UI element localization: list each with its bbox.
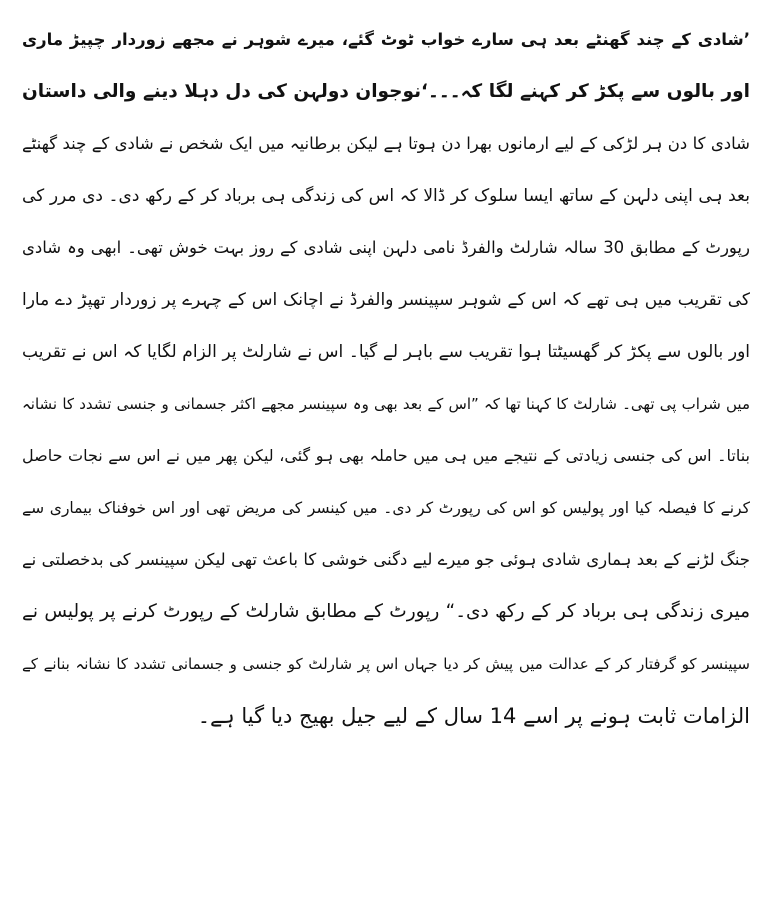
- article-body: [22, 118, 750, 742]
- body-line: میری زندگی ہی برباد کر کے رکھ دی۔“ رپورٹ کے مطابق شارلٹ کے رپورٹ کرنے پر پولیس نے: [22, 601, 750, 622]
- body-line: کرنے کا فیصلہ کیا اور پولیس کو اس کی رپورٹ کر دی۔ میں کینسر کی مریض تھی اور اس خوفناک بیماری سے: [22, 499, 750, 517]
- body-line: سپینسر کو گرفتار کر کے عدالت میں پیش کر دیا جہاں اس پر شارلٹ کو جنسی و جسمانی تشدد کا نشانہ بنانے کے: [22, 655, 750, 673]
- body-line: بناتا۔ اس کی جنسی زیادتی کے نتیجے میں ہی میں حاملہ بھی ہو گئی، لیکن پھر میں نے اس سے نجات حاصل: [22, 446, 750, 465]
- article: [22, 14, 750, 742]
- body-line: اور بالوں سے پکڑ کر گھسیٹتا ہوا تقریب سے باہر لے گیا۔ اس نے شارلٹ پر الزام لگایا کہ اس نے تقریب: [22, 342, 750, 362]
- body-line: رپورٹ کے مطابق 30 سالہ شارلٹ والفرڈ نامی دلہن اپنی شادی کے روز بہت خوش تھی۔ ابھی وہ شادی: [22, 238, 750, 257]
- body-line: الزامات ثابت ہونے پر اسے 14 سال کے لیے جیل بھیج دیا گیا ہے۔: [197, 704, 750, 728]
- body-line: جنگ لڑنے کے بعد ہماری شادی ہوئی جو میرے لیے دگنی خوشی کا باعث تھی لیکن سپینسر کی بدخصلتی نے: [22, 550, 750, 569]
- body-line: میں شراب پی تھی۔ شارلٹ کا کہنا تھا کہ ”اس کے بعد بھی وہ سپینسر مجھے اکثر جسمانی و جنسی تشدد کا نشانہ: [22, 395, 750, 413]
- body-line: کی تقریب میں ہی تھے کہ اس کے شوہر سپینسر والفرڈ نے اچانک اس کے چہرے پر زوردار تھپڑ دے مارا: [22, 290, 750, 310]
- body-line: بعد ہی اپنی دلہن کے ساتھ ایسا سلوک کر ڈالا کہ اس کی زندگی ہی برباد کر کے رکھ دی۔ دی مرر کی: [22, 186, 750, 206]
- headline-line: اور بالوں سے پکڑ کر کہنے لگا کہ۔۔۔‘نوجوان دولہن کی دل دہلا دینے والی داستان: [22, 81, 750, 102]
- headline-line: ’شادی کے چند گھنٹے بعد ہی سارے خواب ٹوٹ گئے، میرے شوہر نے مجھے زوردار چپیڑ ماری: [22, 30, 750, 49]
- article-headline: [22, 14, 750, 118]
- body-line: شادی کا دن ہر لڑکی کے لیے ارمانوں بھرا دن ہوتا ہے لیکن برطانیہ میں ایک شخص نے شادی کے چند گھنٹے: [22, 134, 750, 153]
